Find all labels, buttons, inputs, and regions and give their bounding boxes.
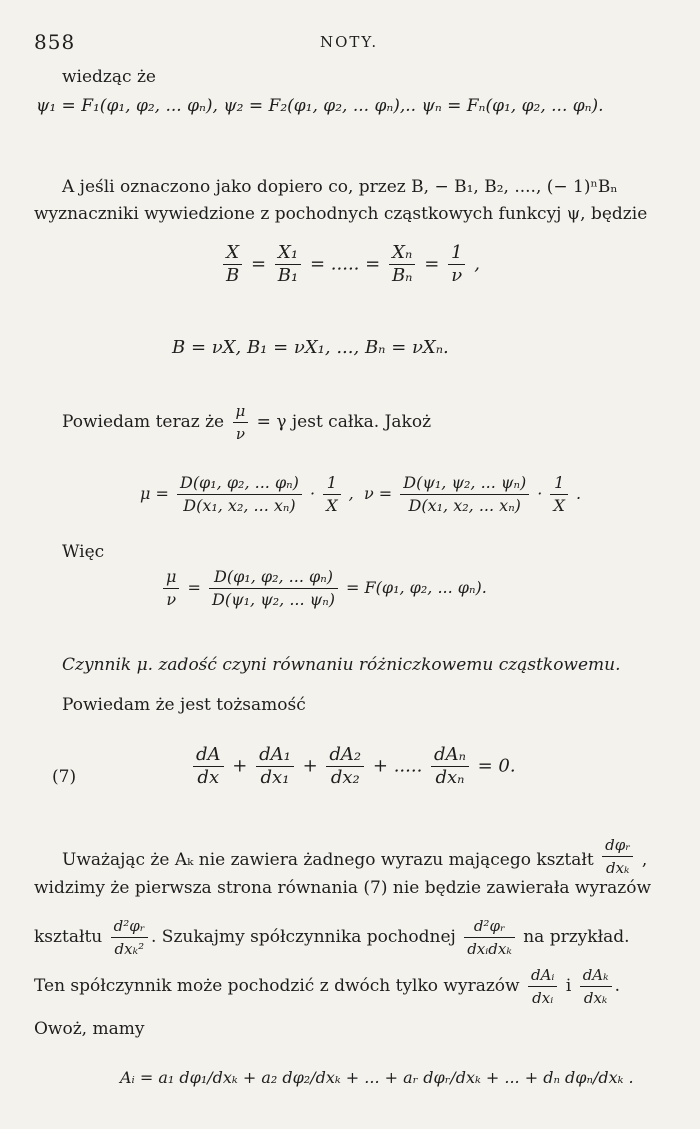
fraction: $\frac{1}{X}$ [323,472,340,517]
text-line: A jeśli oznaczono jako dopiero co, przez B, − B₁, B₂, ...., (− 1)ⁿBₙ [62,177,618,197]
equation-7: $\frac{dA}{dx}$ + $\frac{\text{dA₁}}{\text{dx₁}}$ + $\frac{\text{dA₂}}{\text{dx₂}}$ + ..... $\frac{\text{dAₙ}}{\text{dxₙ}}$ = 0. [190,744,516,789]
fraction: $\frac{\mu}{\nu}$ [163,566,179,611]
fraction: $\frac{\text{dφᵣ}}{\text{dxₖ}}$ [602,834,633,879]
italic-statement: Czynnik μ. zadość czyni równaniu różniczkowemu cząstkowemu. [62,655,621,675]
text-line: wiedząc że [62,67,156,87]
fraction: $\frac{\text{dAₖ}}{\text{dxₖ}}$ [580,964,612,1009]
text-line: Owoż, mamy [34,1019,145,1039]
fraction: $\frac{1}{X}$ [550,472,567,517]
text-line: kształtu $\frac{\text{d²φᵣ}}{\text{dxₖ²}}$ . Szukajmy spółczynnika pochodnej $\frac{\text{d²φᵣ}}{\text{dxᵢdxₖ}}$ na przykład. [34,917,630,958]
fraction: $\frac{\text{dA₁}}{\text{dx₁}}$ [256,744,294,789]
text-line: Powiedam że jest tożsamość [62,695,306,715]
running-title: NOTY. [320,33,379,51]
fraction: $\frac{\text{dAₙ}}{\text{dxₙ}}$ [431,744,469,789]
fraction: $\frac{\text{dA₂}}{\text{dx₂}}$ [326,744,364,789]
fraction-mu-nu: $\frac{\mu}{\nu}$ [233,400,249,445]
fraction: $\frac{\text{d²φᵣ}}{\text{dxₖ²}}$ [111,915,148,960]
text-line: Więc [62,542,105,562]
equation-b: B = νX, B₁ = νX₁, ..., Bₙ = νXₙ. [172,337,449,358]
equation-ai: Aᵢ = a₁ dφ₁/dxₖ + a₂ dφ₂/dxₖ + ... + aᵣ dφᵣ/dxₖ + ... + dₙ dφₙ/dxₖ . [120,1068,634,1087]
page-number: 858 [34,30,76,54]
text-line: widzimy że pierwsza strona równania (7) nie będzie zawierała wyrazów [34,878,652,898]
text-line: Powiedam teraz że $\frac{\mu}{\nu}$ = γ jest całka. Jakoż [62,402,432,443]
fraction: $\frac{\text{D(ψ₁, ψ₂, ... ψₙ)}}{\text{D(x₁, x₂, ... xₙ)}}$ [400,472,529,517]
fraction: $\frac{\text{Xₙ}}{\text{Bₙ}}$ [389,242,416,287]
text-line: Ten spółczynnik może pochodzić z dwóch tylko wyrazów $\frac{\text{dAᵢ}}{\text{dxᵢ}}$ i $\frac{\text{dAₖ}}{\text{dxₖ}}$ . [34,966,621,1007]
fraction: $\frac{\text{D(φ₁, φ₂, ... φₙ)}}{\text{D(x₁, x₂, ... xₙ)}}$ [177,472,302,517]
equation-ratio-f: $\frac{\mu}{\nu}$ = $\frac{\text{D(φ₁, φ₂, ... φₙ)}}{\text{D(ψ₁, ψ₂, ... ψₙ)}}$ = F(φ₁, φ₂, ... φₙ). [160,566,487,611]
fraction: $\frac{1}{\nu}$ [448,242,465,287]
fraction: $\frac{dA}{dx}$ [193,744,224,789]
fraction: $\frac{\text{X₁}}{\text{B₁}}$ [275,242,301,287]
fraction: $\frac{\text{d²φᵣ}}{\text{dxᵢdxₖ}}$ [464,915,515,960]
equation-psi: ψ₁ = F₁(φ₁, φ₂, ... φₙ), ψ₂ = F₂(φ₁, φ₂, ... φₙ),.. ψₙ = Fₙ(φ₁, φ₂, ... φₙ). [36,96,604,116]
equation-mu-nu: μ = $\frac{\text{D(φ₁, φ₂, ... φₙ)}}{\text{D(x₁, x₂, ... xₙ)}}$ · $\frac{1}{X}$ , ν = $\frac{\text{D(ψ₁, ψ₂, ... ψₙ)}}{\text{D(x₁, x₂, ... xₙ)}}$ · $\frac{1}{X}$ . [140,473,582,515]
text-line: Uważając że Aₖ nie zawiera żadnego wyrazu mającego kształt $\frac{\text{dφᵣ}}{\text{dxₖ}}$ , [62,836,648,877]
equation-ratio: $\frac{X}{B}$ = $\frac{\text{X₁}}{\text{B₁}}$ = ..... = $\frac{\text{Xₙ}}{\text{Bₙ}}$ = $\frac{1}{\nu}$ , [220,242,480,287]
fraction: $\frac{\text{dAᵢ}}{\text{dxᵢ}}$ [528,964,557,1009]
fraction: $\frac{X}{B}$ [223,242,242,287]
fraction: $\frac{\text{D(φ₁, φ₂, ... φₙ)}}{\text{D(ψ₁, ψ₂, ... ψₙ)}}$ [209,566,338,611]
equation-label: (7) [52,767,77,787]
text-line: wyznaczniki wywiedzione z pochodnych cząstkowych funkcyj ψ, będzie [34,204,648,224]
